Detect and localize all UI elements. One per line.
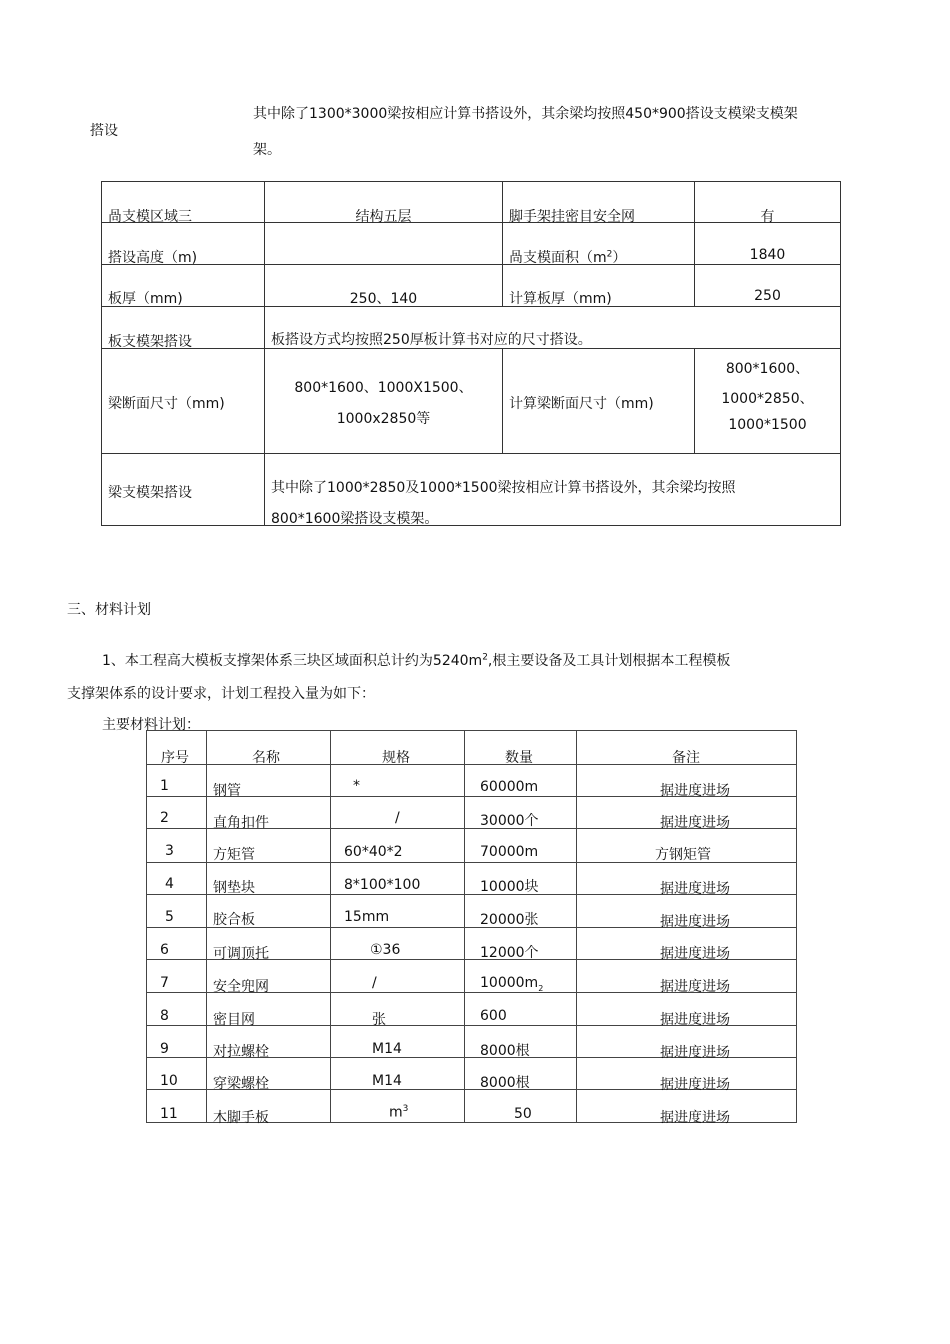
row-note: 据进度进场 — [660, 979, 730, 995]
t1-safety-net-label: 脚手架挂密目安全网 — [509, 209, 635, 225]
table-row: 9 — [160, 1041, 169, 1057]
t1-beam-section-line1: 800*1600、1000X1500、 — [294, 380, 473, 396]
header-note: 备注 — [672, 750, 700, 766]
header-no: 序号 — [161, 750, 189, 766]
row-qty: 10000块 — [480, 879, 539, 895]
t1-beam-section-line2: 1000x2850等 — [336, 411, 431, 427]
t1-calc-slab-value: 250 — [754, 288, 781, 304]
row-spec: / — [372, 975, 377, 991]
t1-beam-section-label: 梁断面尺寸（mm) — [108, 396, 225, 412]
t1-calc-slab-label: 计算板厚（mm) — [509, 291, 612, 307]
table-row: 4 — [165, 876, 174, 892]
table-row: 11 — [160, 1106, 178, 1122]
table-row: 1 — [160, 778, 169, 794]
row-name: 直角扣件 — [213, 815, 269, 831]
top-text-line2: 架。 — [253, 142, 281, 158]
row-name: 安全兜网 — [213, 979, 269, 995]
table-row: 8 — [160, 1008, 169, 1024]
row-name: 方矩管 — [213, 847, 255, 863]
row-note: 据进度进场 — [660, 1110, 730, 1126]
t1-slab-formwork-value: 板搭设方式均按照250厚板计算书对应的尺寸搭设。 — [271, 332, 592, 348]
row-qty: 12000个 — [480, 945, 539, 961]
row-qty: 30000个 — [480, 813, 539, 829]
row-qty: 60000m — [480, 779, 539, 795]
table-row: 6 — [160, 942, 169, 958]
t1-calc-beam-line3: 1000*1500 — [728, 417, 807, 433]
t1-area-size-value: 1840 — [749, 247, 786, 263]
table-caption: 主要材料计划： — [102, 717, 200, 733]
row-name: 密目网 — [213, 1012, 255, 1028]
row-note: 据进度进场 — [660, 881, 730, 897]
row-note: 据进度进场 — [660, 1045, 730, 1061]
row-note: 据进度进场 — [660, 914, 730, 930]
row-qty: 8000根 — [480, 1043, 530, 1059]
section-para-line2: 支撑架体系的设计要求，计划工程投入量为如下： — [67, 686, 375, 702]
row-spec: M14 — [372, 1073, 402, 1089]
row-qty: 600 — [480, 1008, 507, 1024]
row-name: 钢管 — [213, 783, 241, 799]
t1-slab-formwork-label: 板支模架搭设 — [108, 334, 192, 350]
row-spec: 15mm — [344, 909, 390, 925]
top-label: 搭设 — [90, 123, 118, 139]
t1-slab-thickness-value: 250、140 — [349, 291, 418, 307]
row-note: 方钢矩管 — [655, 847, 711, 863]
t1-beam-formwork-label: 梁支模架搭设 — [108, 485, 192, 501]
row-spec: * — [353, 778, 360, 794]
top-text-line1: 其中除了1300*3000梁按相应计算书搭设外，其余梁均按照450*900搭设支模梁支模架 — [253, 106, 798, 122]
table-row: 5 — [165, 909, 174, 925]
row-qty: 8000根 — [480, 1075, 530, 1091]
row-note: 据进度进场 — [660, 1077, 730, 1093]
row-note: 据进度进场 — [660, 1012, 730, 1028]
t1-calc-beam-label: 计算梁断面尺寸（mm) — [509, 396, 654, 412]
t1-area-size-label: 咼支模面积$(m^2)$ — [509, 249, 627, 266]
table-row: 2 — [160, 810, 169, 826]
row-spec: $m^3$ — [389, 1104, 409, 1121]
t1-height-label: 搭设高度（m) — [108, 250, 198, 266]
row-name: 钢垫块 — [213, 880, 255, 896]
row-name: 胶合板 — [213, 912, 255, 928]
t1-structure-value: 结构五层 — [355, 209, 412, 225]
t1-beam-formwork-line2: 800*1600梁搭设支模架。 — [271, 511, 439, 527]
row-note: 据进度进场 — [660, 783, 730, 799]
row-spec: M14 — [372, 1041, 402, 1057]
table-row: 10 — [160, 1073, 178, 1089]
header-spec: 规格 — [382, 750, 410, 766]
row-name: 可调顶托 — [213, 946, 269, 962]
table-row: 3 — [165, 843, 174, 859]
row-qty: $10000m_2$ — [480, 975, 544, 993]
row-name: 对拉螺栓 — [213, 1044, 269, 1060]
t1-beam-formwork-line1: 其中除了1000*2850及1000*1500梁按相应计算书搭设外，其余梁均按照 — [271, 480, 736, 496]
section-para-line1: 1、本工程高大模板支撑架体系三块区域面积总计约为$5240m^2$,根主要设备及工具计划根据本工程模板 — [102, 652, 731, 669]
t1-slab-thickness-label: 板厚（mm) — [108, 291, 183, 307]
table-row: 7 — [160, 975, 169, 991]
row-qty: 70000m — [480, 844, 539, 860]
row-note: 据进度进场 — [660, 946, 730, 962]
t1-calc-beam-line1: 800*1600、 — [725, 361, 810, 377]
t1-calc-beam-line2: 1000*2850、 — [721, 391, 814, 407]
row-spec: ①36 — [370, 942, 401, 958]
row-spec: 8*100*100 — [344, 877, 421, 893]
header-name: 名称 — [252, 750, 280, 766]
materials-table — [146, 730, 797, 1126]
row-qty: 50 — [514, 1106, 532, 1122]
row-spec: / — [395, 810, 400, 826]
row-name: 木脚手板 — [213, 1110, 269, 1126]
row-qty: 20000张 — [480, 912, 539, 928]
t1-area-label: 咼支模区域三 — [108, 209, 192, 225]
formwork-area-table — [101, 181, 841, 526]
row-name: 穿梁螺栓 — [213, 1076, 269, 1092]
t1-safety-net-value: 有 — [760, 209, 775, 225]
row-spec: 张 — [372, 1012, 386, 1028]
row-note: 据进度进场 — [660, 815, 730, 831]
section-heading: 三、材料计划 — [67, 602, 151, 618]
header-qty: 数量 — [505, 750, 533, 766]
row-spec: 60*40*2 — [344, 844, 403, 860]
